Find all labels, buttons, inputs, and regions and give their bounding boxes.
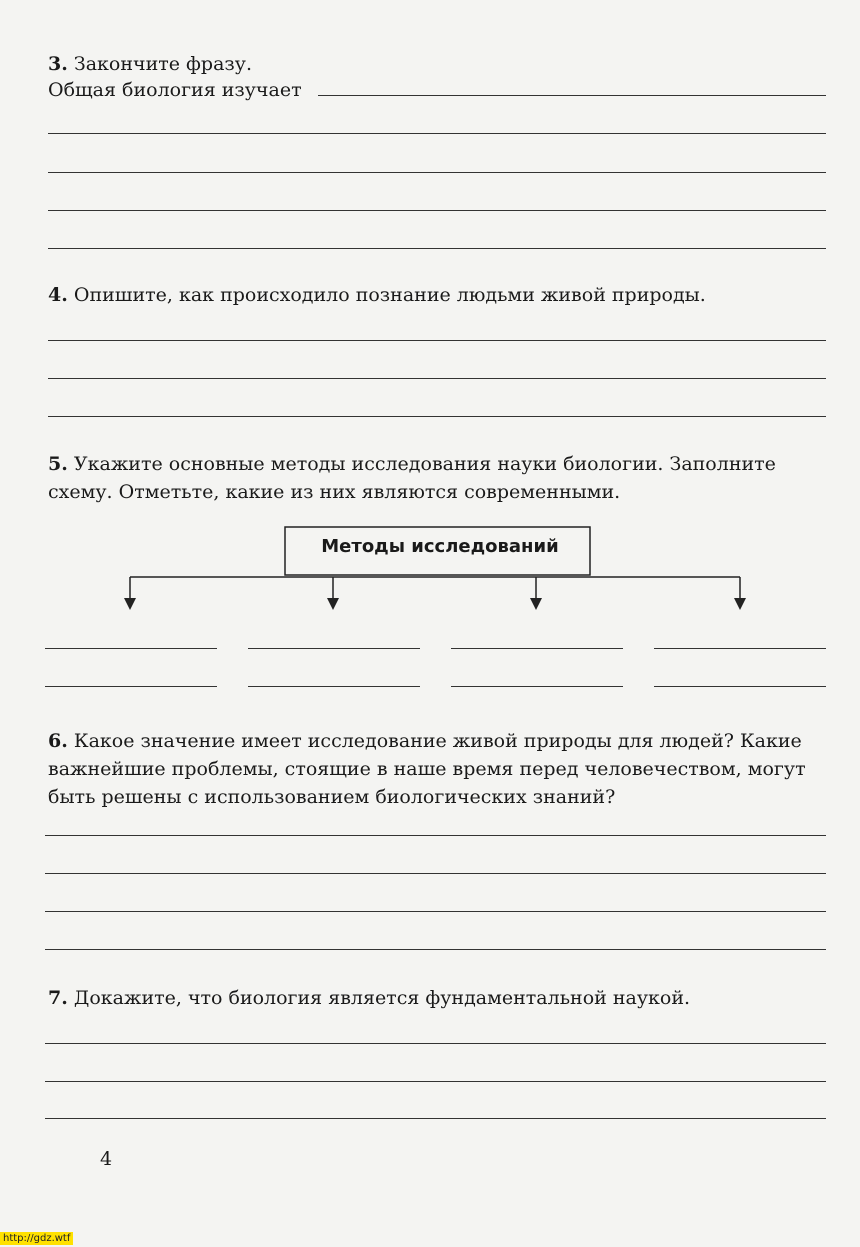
question-text: быть решены с использованием биологических знаний? [48, 786, 616, 808]
method-answer-line[interactable] [248, 686, 420, 687]
arrow-down-icon [530, 598, 542, 610]
source-link[interactable]: http://gdz.wtf [0, 1232, 73, 1245]
answer-line[interactable] [45, 835, 826, 836]
question-text: Укажите основные методы исследования науки биологии. Заполните [73, 453, 776, 475]
answer-line[interactable] [45, 1081, 826, 1082]
method-answer-line[interactable] [248, 648, 420, 649]
answer-line[interactable] [45, 911, 826, 912]
answer-line[interactable] [45, 873, 826, 874]
question-text: схему. Отметьте, какие из них являются современными. [48, 481, 621, 503]
page-number: 4 [100, 1148, 113, 1170]
question-text: Опишите, как происходило познание людьми живой природы. [73, 284, 706, 306]
method-answer-line[interactable] [451, 648, 623, 649]
question-7 [48, 984, 828, 1012]
answer-line[interactable] [45, 949, 826, 950]
method-answer-line[interactable] [45, 648, 217, 649]
answer-line[interactable] [45, 1043, 826, 1044]
question-number: 5. [48, 453, 68, 475]
arrow-down-icon [327, 598, 339, 610]
question-number: 4. [48, 284, 68, 306]
method-answer-line[interactable] [654, 648, 826, 649]
question-text: Какое значение имеет исследование живой природы для людей? Какие [73, 730, 802, 752]
question-text: Докажите, что биология является фундаментальной наукой. [73, 987, 691, 1009]
answer-line[interactable] [45, 1118, 826, 1119]
method-answer-line[interactable] [451, 686, 623, 687]
method-answer-line[interactable] [654, 686, 826, 687]
question-number: 3. [48, 53, 68, 75]
arrow-down-icon [734, 598, 746, 610]
question-text: важнейшие проблемы, стоящие в наше время перед человечеством, могут [48, 758, 806, 780]
method-answer-line[interactable] [45, 686, 217, 687]
question-number: 6. [48, 730, 68, 752]
scheme-title: Методы исследований [321, 536, 559, 557]
question-6 [48, 727, 828, 811]
answer-prefix: Общая биология изучает [48, 79, 302, 101]
question-text: Закончите фразу. [73, 53, 252, 75]
question-number: 7. [48, 987, 68, 1009]
arrow-down-icon [124, 598, 136, 610]
